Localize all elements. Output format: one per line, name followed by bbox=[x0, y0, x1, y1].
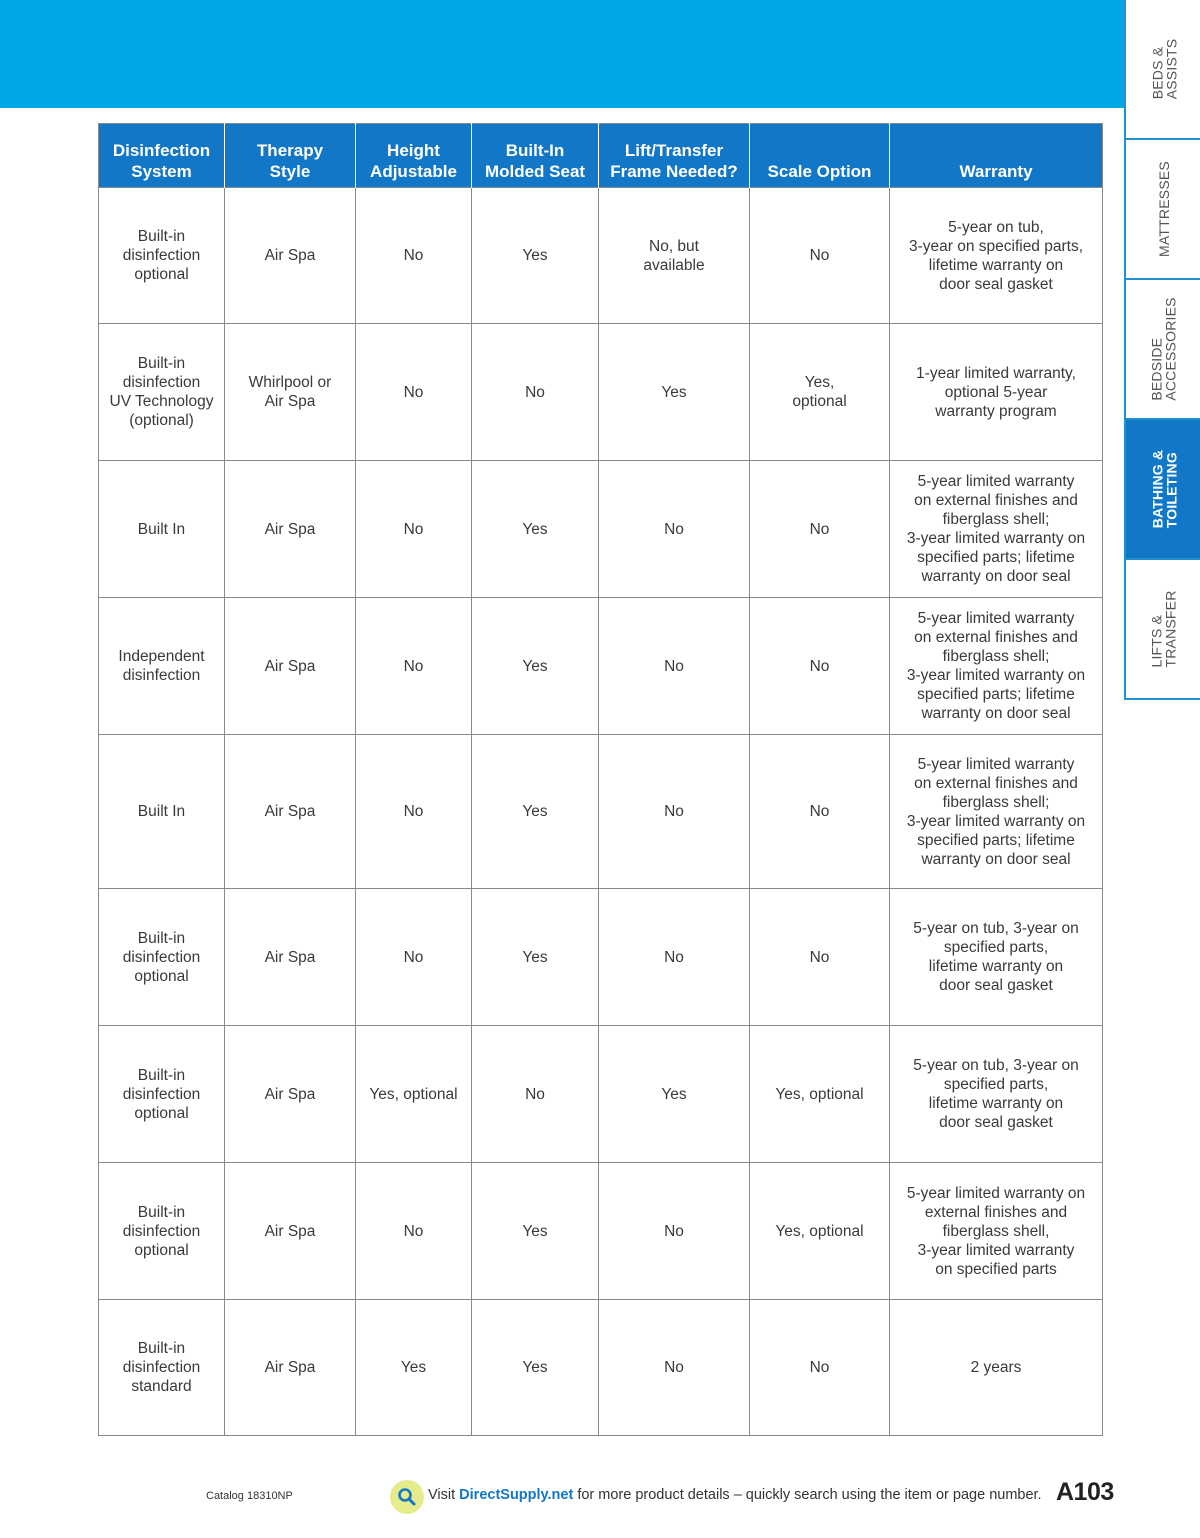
table-cell: Air Spa bbox=[225, 735, 356, 889]
table-cell: Built-in disinfection optional bbox=[99, 1026, 225, 1163]
table-cell: No bbox=[599, 1163, 750, 1300]
table-cell: Yes bbox=[472, 889, 599, 1026]
visit-suffix: for more product details – quickly search using the item or page number. bbox=[573, 1487, 1042, 1503]
header-disinfection-system: Disinfection System bbox=[99, 124, 225, 188]
catalog-number: Catalog 18310NP bbox=[206, 1490, 293, 1502]
table-row bbox=[99, 324, 1103, 461]
table-cell: Yes, optional bbox=[750, 324, 890, 461]
table-cell: No bbox=[356, 324, 472, 461]
table-cell: Yes bbox=[472, 461, 599, 598]
direct-supply-link[interactable]: DirectSupply.net bbox=[459, 1487, 574, 1503]
table-cell: No bbox=[750, 889, 890, 1026]
table-cell: No bbox=[599, 598, 750, 735]
tab-bathing-toileting[interactable] bbox=[1126, 420, 1200, 560]
table-row bbox=[99, 889, 1103, 1026]
table-cell: No, but available bbox=[599, 188, 750, 324]
table-cell: 5-year on tub, 3-year on specified parts, lifetime warranty on door seal gasket bbox=[890, 188, 1103, 324]
table-cell: Yes, optional bbox=[356, 1026, 472, 1163]
top-banner bbox=[0, 0, 1124, 108]
table-cell: Air Spa bbox=[225, 889, 356, 1026]
table-cell: No bbox=[472, 1026, 599, 1163]
table-cell: 5-year limited warranty on external finishes and fiberglass shell; 3-year limited warranty on specified parts; lifetime warranty on door seal bbox=[890, 735, 1103, 889]
table-row bbox=[99, 1026, 1103, 1163]
table-cell: Built-in disinfection optional bbox=[99, 1163, 225, 1300]
table-cell: Whirlpool or Air Spa bbox=[225, 324, 356, 461]
table-row bbox=[99, 1163, 1103, 1300]
table-cell: No bbox=[599, 461, 750, 598]
table-cell: 1-year limited warranty, optional 5-year warranty program bbox=[890, 324, 1103, 461]
tab-bedside-accessories[interactable] bbox=[1126, 280, 1200, 420]
tab-lifts-transfer[interactable] bbox=[1126, 560, 1200, 700]
table-cell: No bbox=[599, 889, 750, 1026]
table-cell: Air Spa bbox=[225, 1300, 356, 1436]
tab-mattresses[interactable] bbox=[1126, 140, 1200, 280]
table-row bbox=[99, 461, 1103, 598]
comparison-table-container bbox=[98, 123, 1102, 1436]
header-therapy-style: Therapy Style bbox=[225, 124, 356, 188]
table-cell: Air Spa bbox=[225, 188, 356, 324]
table-cell: Yes bbox=[472, 598, 599, 735]
header-built-in-molded-seat: Built-In Molded Seat bbox=[472, 124, 599, 188]
section-tabs bbox=[1124, 0, 1200, 700]
table-cell: 5-year on tub, 3-year on specified parts, lifetime warranty on door seal gasket bbox=[890, 889, 1103, 1026]
table-cell: Built-in disinfection optional bbox=[99, 188, 225, 324]
table-cell: 2 years bbox=[890, 1300, 1103, 1436]
table-row bbox=[99, 598, 1103, 735]
tab-label: MATTRESSES bbox=[1156, 161, 1172, 257]
table-cell: No bbox=[472, 324, 599, 461]
table-cell: No bbox=[750, 461, 890, 598]
table-cell: 5-year on tub, 3-year on specified parts, lifetime warranty on door seal gasket bbox=[890, 1026, 1103, 1163]
comparison-table bbox=[98, 123, 1103, 1436]
table-cell: 5-year limited warranty on external finishes and fiberglass shell; 3-year limited warranty on specified parts; lifetime warranty on door seal bbox=[890, 461, 1103, 598]
table-cell: No bbox=[750, 1300, 890, 1436]
tab-label: BEDS & ASSISTS bbox=[1149, 38, 1179, 100]
tab-label: BATHING & TOILETING bbox=[1149, 449, 1180, 529]
table-cell: Yes, optional bbox=[750, 1026, 890, 1163]
table-cell: Yes bbox=[472, 1300, 599, 1436]
table-cell: Air Spa bbox=[225, 1163, 356, 1300]
visit-prefix: Visit bbox=[428, 1487, 460, 1503]
table-cell: No bbox=[356, 188, 472, 324]
tab-label: BEDSIDE ACCESSORIES bbox=[1149, 297, 1179, 401]
table-cell: No bbox=[599, 735, 750, 889]
table-cell: 5-year limited warranty on external finishes and fiberglass shell; 3-year limited warranty on specified parts; lifetime warranty on door seal bbox=[890, 598, 1103, 735]
table-cell: Yes bbox=[472, 188, 599, 324]
tab-label: LIFTS & TRANSFER bbox=[1149, 590, 1179, 668]
footer-visit-text bbox=[428, 1487, 1042, 1503]
table-cell: Yes, optional bbox=[750, 1163, 890, 1300]
table-row bbox=[99, 1300, 1103, 1436]
table-cell: Air Spa bbox=[225, 1026, 356, 1163]
table-cell: No bbox=[599, 1300, 750, 1436]
table-cell: Air Spa bbox=[225, 461, 356, 598]
table-cell: Yes bbox=[599, 1026, 750, 1163]
table-cell: Yes bbox=[356, 1300, 472, 1436]
table-cell: No bbox=[356, 1163, 472, 1300]
table-cell: No bbox=[356, 598, 472, 735]
table-cell: Built In bbox=[99, 461, 225, 598]
table-body bbox=[99, 188, 1103, 1436]
table-cell: Independent disinfection bbox=[99, 598, 225, 735]
header-lift-transfer-frame: Lift/Transfer Frame Needed? bbox=[599, 124, 750, 188]
tab-beds-assists[interactable] bbox=[1126, 0, 1200, 140]
table-row bbox=[99, 188, 1103, 324]
table-cell: Air Spa bbox=[225, 598, 356, 735]
table-cell: Yes bbox=[472, 735, 599, 889]
header-height-adjustable: Height Adjustable bbox=[356, 124, 472, 188]
page-number: A103 bbox=[1056, 1478, 1114, 1506]
table-header-row bbox=[99, 124, 1103, 188]
table-cell: No bbox=[750, 598, 890, 735]
table-cell: Yes bbox=[599, 324, 750, 461]
table-cell: No bbox=[356, 461, 472, 598]
table-cell: Built-in disinfection UV Technology (optional) bbox=[99, 324, 225, 461]
table-cell: Built-in disinfection optional bbox=[99, 889, 225, 1026]
header-warranty: Warranty bbox=[890, 124, 1103, 188]
search-icon[interactable] bbox=[390, 1480, 424, 1514]
table-cell: Built In bbox=[99, 735, 225, 889]
table-cell: No bbox=[356, 735, 472, 889]
table-cell: No bbox=[750, 735, 890, 889]
table-cell: 5-year limited warranty on external finishes and fiberglass shell, 3-year limited warranty on specified parts bbox=[890, 1163, 1103, 1300]
table-cell: No bbox=[750, 188, 890, 324]
header-scale-option: Scale Option bbox=[750, 124, 890, 188]
table-cell: No bbox=[356, 889, 472, 1026]
table-row bbox=[99, 735, 1103, 889]
table-cell: Built-in disinfection standard bbox=[99, 1300, 225, 1436]
table-cell: Yes bbox=[472, 1163, 599, 1300]
